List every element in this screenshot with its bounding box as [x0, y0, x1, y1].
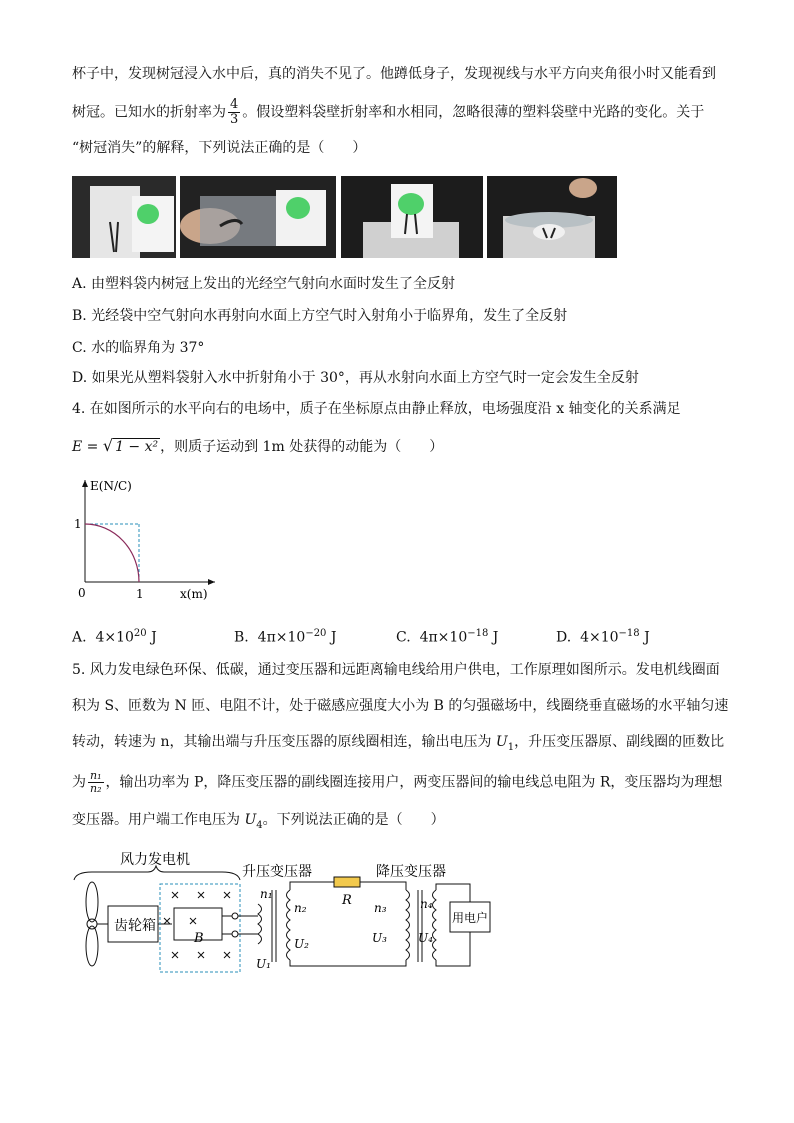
field-formula-lhs: E = [72, 439, 103, 455]
sqrt-sign: √ [102, 436, 114, 455]
q4-option-d: D. $4\times 10^{-18}$ J [556, 628, 650, 646]
q5-line-2: 积为 S、匝数为 N 匝、电阻不计，处于磁感应强度大小为 B 的匀强磁场中，线圈绕垂直磁场的水平轴匀速 [72, 698, 729, 714]
u2-label: U₂ [294, 937, 309, 951]
n4-label: n₄ [420, 897, 433, 911]
resistor-r-label: R [342, 893, 352, 908]
photo-cup-water-tree-gone [487, 176, 617, 258]
field-formula-radicand: 1 − x² [115, 439, 159, 455]
n2-label: n₂ [294, 901, 307, 915]
q3-option-a: A. 由塑料袋内树冠上发出的光经空气射向水面时发生了全反射 [72, 276, 456, 292]
u3-label: U₃ [372, 931, 387, 945]
intro-line-2: 树冠。已知水的折射率为 $\frac{4}{3}$ 。假设塑料袋壁折射率和水相同，忽略很薄的塑料袋壁中光路的变化。关于 [72, 97, 705, 127]
photo-cup-tree [72, 176, 176, 258]
graph-ylabel: E(N/C) [90, 479, 132, 493]
q3-option-c: C. 水的临界角为 37° [72, 340, 205, 356]
step-up-transformer-label: 升压变压器 [242, 864, 312, 880]
step-down-transformer-label: 降压变压器 [376, 864, 446, 880]
q4-option-c: C. $4\pi\times 10^{-18}$ J [396, 628, 499, 646]
q5-line-5: 变压器。用户端工作电压为 $U_4$。下列说法正确的是（ ） [72, 812, 445, 831]
graph-ytick: 1 [74, 517, 82, 531]
power-transmission-diagram [72, 846, 492, 976]
photo-cup-water-tree-visible [341, 176, 483, 258]
field-b-label: B [194, 931, 204, 946]
turns-ratio-fraction: $\frac{\text{n₁}}{\text{n₂}}$ [90, 769, 102, 795]
q4-option-a: A. $4\times 10^{20}$ J [72, 628, 157, 646]
user-label: 用电户 [452, 911, 489, 925]
q5-line-3: 转动，转速为 n，其输出端与升压变压器的原线圈相连，输出电压为 $U_1$，升压变压器原、副线圈的匝数比 [72, 734, 725, 753]
intro-line-3: “树冠消失”的解释，下列说法正确的是（ ） [72, 140, 367, 156]
intro-line-1: 杯子中，发现树冠浸入水中后，真的消失不见了。他蹲低身子，发现视线与水平方向夹角很小时又能看到 [72, 66, 716, 82]
gearbox-label: 齿轮箱 [114, 918, 156, 934]
q4-option-b: B. $4\pi\times 10^{-20}$ J [234, 628, 337, 646]
graph-xlabel: x(m) [180, 587, 208, 601]
q4-stem-line-1: 4. 在如图所示的水平向右的电场中，质子在坐标原点由静止释放，电场强度沿 x 轴变化的关系满足 [72, 401, 681, 417]
u4-label: U₄ [418, 931, 433, 945]
n1-label: n₁ [260, 887, 273, 901]
field-strength-graph [70, 474, 220, 604]
photo-bag-tree-image [180, 176, 336, 258]
generator-label: 风力发电机 [120, 852, 190, 868]
q4-stem-line-2: E = √ 1 − x² ，则质子运动到 1m 处获得的动能为（ ） [72, 436, 444, 455]
refractive-index-fraction: $\frac{4}{3}$ [230, 97, 239, 127]
q5-line-4: 为 $\frac{\text{n₁}}{\text{n₂}}$ ，输出功率为 P，降压变压器的副线圈连接用户，两变压器间的输电线总电阻为 R，变压器均为理想 [72, 769, 723, 795]
graph-xtick: 1 [136, 587, 144, 601]
graph-origin: 0 [78, 586, 86, 600]
n3-label: n₃ [374, 901, 387, 915]
q3-option-d: D. 如果光从塑料袋射入水中折射角小于 30°，再从水射向水面上方空气时一定会发生全反射 [72, 370, 639, 386]
u1-label: U₁ [256, 957, 271, 971]
photo-cup-water-tree-gone-image [487, 176, 617, 258]
q3-option-b: B. 光经袋中空气射向水再射向水面上方空气时入射角小于临界角，发生了全反射 [72, 308, 568, 324]
photo-bag-tree [180, 176, 336, 258]
photo-cup-water-tree-visible-image [341, 176, 483, 258]
q5-line-1: 5. 风力发电绿色环保、低碳，通过变压器和远距离输电线给用户供电，工作原理如图所示。发电机线圈面 [72, 662, 720, 678]
photo-cup-tree-image [72, 176, 176, 258]
